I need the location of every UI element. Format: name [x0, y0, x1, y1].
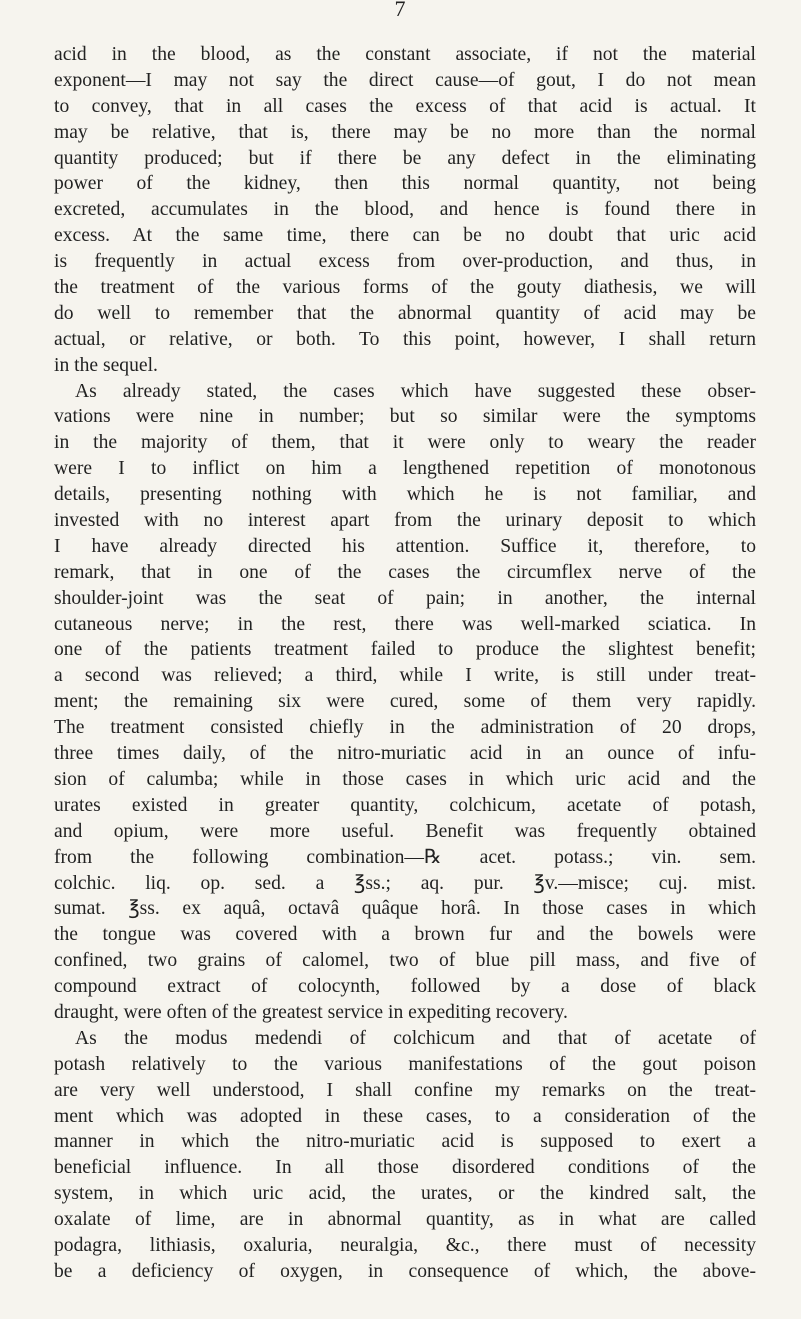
text-line: were I to inflict on him a lengthened repetition of monotonous — [54, 458, 756, 480]
text-line: is frequently in actual excess from over-production, and thus, in — [54, 251, 756, 273]
text-line: confined, two grains of calomel, two of blue pill mass, and five of — [54, 950, 756, 972]
text-line: I have already directed his attention. Suffice it, therefore, to — [54, 535, 756, 557]
text-line: system, in which uric acid, the urates, or the kindred salt, the — [54, 1183, 756, 1205]
text-line: to convey, that in all cases the excess of that acid is actual. It — [54, 95, 756, 117]
text-line: vations were nine in number; but so similar were the symptoms — [54, 406, 756, 428]
text-line: are very well understood, I shall confine my remarks on the treat- — [54, 1079, 756, 1101]
text-line: the treatment of the various forms of the gouty diathesis, we will — [54, 277, 756, 299]
text-line: colchic. liq. op. sed. a ℥ss.; aq. pur. ℥v.—misce; cuj. mist. — [54, 872, 756, 894]
text-line: compound extract of colocynth, followed by a dose of black — [54, 976, 756, 998]
text-line: excess. At the same time, there can be no doubt that uric acid — [54, 225, 756, 247]
text-line: exponent—I may not say the direct cause—of gout, I do not mean — [54, 69, 756, 91]
text-line: As already stated, the cases which have suggested these obser- — [75, 380, 756, 402]
text-line: one of the patients treatment failed to produce the slightest benefit; — [54, 639, 756, 661]
text-line: three times daily, of the nitro-muriatic acid in an ounce of infu- — [54, 743, 756, 765]
text-line: from the following combination—℞ acet. potass.; vin. sem. — [54, 846, 756, 868]
text-line: As the modus medendi of colchicum and that of acetate of — [75, 1027, 756, 1049]
text-line: may be relative, that is, there may be no more than the normal — [54, 121, 756, 143]
text-line: be a deficiency of oxygen, in consequence of which, the above- — [54, 1260, 756, 1282]
text-line: in the majority of them, that it were only to weary the reader — [54, 432, 756, 454]
text-line: manner in which the nitro-muriatic acid is supposed to exert a — [54, 1131, 756, 1153]
text-line: a second was relieved; a third, while I write, is still under treat- — [54, 665, 756, 687]
text-line: invested with no interest apart from the urinary deposit to which — [54, 510, 756, 532]
text-line: the tongue was covered with a brown fur and the bowels were — [54, 924, 756, 946]
body-text — [54, 42, 756, 1285]
text-line: ment; the remaining six were cured, some of them very rapidly. — [54, 691, 756, 713]
text-line: podagra, lithiasis, oxaluria, neuralgia, &c., there must of necessity — [54, 1234, 756, 1256]
text-line: ment which was adopted in these cases, to a consideration of the — [54, 1105, 756, 1127]
page-number: 7 — [394, 0, 406, 16]
text-line: quantity produced; but if there be any defect in the eliminating — [54, 147, 756, 169]
text-line: urates existed in greater quantity, colchicum, acetate of potash, — [54, 794, 756, 816]
text-line: The treatment consisted chiefly in the administration of 20 drops, — [54, 717, 756, 739]
text-line: excreted, accumulates in the blood, and hence is found there in — [54, 199, 756, 221]
text-line: do well to remember that the abnormal quantity of acid may be — [54, 302, 756, 324]
text-line: cutaneous nerve; in the rest, there was well-marked sciatica. In — [54, 613, 756, 635]
text-line: beneficial influence. In all those disordered conditions of the — [54, 1157, 756, 1179]
text-line: and opium, were more useful. Benefit was frequently obtained — [54, 820, 756, 842]
text-line: shoulder-joint was the seat of pain; in another, the internal — [54, 587, 756, 609]
text-line: draught, were often of the greatest service in expediting recovery. — [54, 1001, 568, 1023]
text-line: oxalate of lime, are in abnormal quantity, as in what are called — [54, 1209, 756, 1231]
text-line: acid in the blood, as the constant associate, if not the material — [54, 44, 756, 65]
text-line: potash relatively to the various manifestations of the gout poison — [54, 1053, 756, 1075]
text-line: sion of calumba; while in those cases in which uric acid and the — [54, 768, 756, 790]
text-line: actual, or relative, or both. To this point, however, I shall return — [54, 328, 756, 350]
text-line: details, presenting nothing with which he is not familiar, and — [54, 484, 756, 506]
text-line: power of the kidney, then this normal quantity, not being — [54, 173, 756, 195]
text-line: in the sequel. — [54, 354, 158, 376]
text-line: sumat. ℥ss. ex aquâ, octavâ quâque horâ. In those cases in which — [54, 898, 756, 920]
text-line: remark, that in one of the cases the circumflex nerve of the — [54, 561, 756, 583]
